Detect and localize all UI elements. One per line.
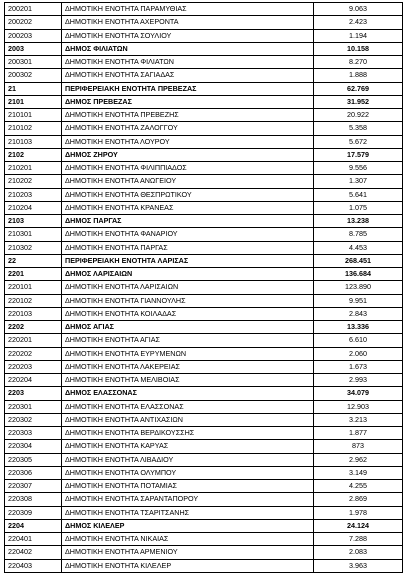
value-cell: 2.993 [314,374,403,387]
code-cell: 220307 [5,480,62,493]
name-cell: ΔΗΜΟΣ ΚΙΛΕΛΕΡ [62,519,314,532]
value-cell: 3.213 [314,413,403,426]
code-cell: 220304 [5,440,62,453]
code-cell: 220103 [5,307,62,320]
code-cell: 2201 [5,268,62,281]
code-cell: 220102 [5,294,62,307]
value-cell: 268.451 [314,254,403,267]
code-cell: 2204 [5,519,62,532]
name-cell: ΔΗΜΟΤΙΚΗ ΕΝΟΤΗΤΑ ΑΝΩΓΕΙΟΥ [62,175,314,188]
name-cell: ΔΗΜΟΤΙΚΗ ΕΝΟΤΗΤΑ ΠΟΤΑΜΙΑΣ [62,480,314,493]
code-cell: 210101 [5,109,62,122]
value-cell: 20.922 [314,109,403,122]
table-row [5,374,403,387]
value-cell: 12.903 [314,400,403,413]
name-cell: ΔΗΜΟΤΙΚΗ ΕΝΟΤΗΤΑ ΦΙΛΙΑΤΩΝ [62,56,314,69]
value-cell: 4.255 [314,480,403,493]
code-cell: 200203 [5,29,62,42]
name-cell: ΔΗΜΟΤΙΚΗ ΕΝΟΤΗΤΑ ΣΑΓΙΑΔΑΣ [62,69,314,82]
table-row [5,413,403,426]
value-cell: 2.869 [314,493,403,506]
table-row [5,56,403,69]
table-row-total [5,82,403,95]
table-row [5,506,403,519]
name-cell: ΔΗΜΟΤΙΚΗ ΕΝΟΤΗΤΑ ΚΙΛΕΛΕΡ [62,559,314,572]
name-cell: ΔΗΜΟΤΙΚΗ ΕΝΟΤΗΤΑ ΟΛΥΜΠΟΥ [62,466,314,479]
value-cell: 123.890 [314,281,403,294]
code-cell: 220403 [5,559,62,572]
table-row [5,188,403,201]
table-row-total [5,387,403,400]
value-cell: 2.060 [314,347,403,360]
code-cell: 210103 [5,135,62,148]
name-cell: ΠΕΡΙΦΕΡΕΙΑΚΗ ΕΝΟΤΗΤΑ ΠΡΕΒΕΖΑΣ [62,82,314,95]
value-cell: 3.963 [314,559,403,572]
name-cell: ΔΗΜΟΤΙΚΗ ΕΝΟΤΗΤΑ ΛΙΒΑΔΙΟΥ [62,453,314,466]
name-cell: ΔΗΜΟΤΙΚΗ ΕΝΟΤΗΤΑ ΑΧΕΡΟΝΤΑ [62,16,314,29]
table-row [5,427,403,440]
code-cell: 210204 [5,201,62,214]
value-cell: 2.843 [314,307,403,320]
table-row [5,3,403,16]
table-row-total [5,215,403,228]
name-cell: ΔΗΜΟΣ ΖΗΡΟΥ [62,148,314,161]
code-cell: 220202 [5,347,62,360]
value-cell: 8.270 [314,56,403,69]
value-cell: 5.641 [314,188,403,201]
name-cell: ΔΗΜΟΣ ΛΑΡΙΣΑΙΩΝ [62,268,314,281]
table-row [5,360,403,373]
value-cell: 17.579 [314,148,403,161]
table-row-total [5,148,403,161]
table-row [5,559,403,572]
name-cell: ΔΗΜΟΤΙΚΗ ΕΝΟΤΗΤΑ ΦΙΛΙΠΠΙΑΔΟΣ [62,162,314,175]
code-cell: 220203 [5,360,62,373]
value-cell: 6.610 [314,334,403,347]
code-cell: 2203 [5,387,62,400]
code-cell: 220401 [5,533,62,546]
table-row [5,16,403,29]
value-cell: 13.238 [314,215,403,228]
name-cell: ΔΗΜΟΣ ΦΙΛΙΑΤΩΝ [62,42,314,55]
code-cell: 220204 [5,374,62,387]
code-cell: 21 [5,82,62,95]
name-cell: ΔΗΜΟΤΙΚΗ ΕΝΟΤΗΤΑ ΚΟΙΛΑΔΑΣ [62,307,314,320]
code-cell: 2003 [5,42,62,55]
table-row [5,201,403,214]
table-row [5,307,403,320]
value-cell: 873 [314,440,403,453]
name-cell: ΔΗΜΟΤΙΚΗ ΕΝΟΤΗΤΑ ΕΛΑΣΣΟΝΑΣ [62,400,314,413]
value-cell: 5.358 [314,122,403,135]
name-cell: ΔΗΜΟΤΙΚΗ ΕΝΟΤΗΤΑ ΒΕΡΔΙΚΟΥΣΣΗΣ [62,427,314,440]
code-cell: 2202 [5,321,62,334]
code-cell: 22 [5,254,62,267]
table-row [5,162,403,175]
code-cell: 2103 [5,215,62,228]
table-row [5,281,403,294]
table-row-total [5,268,403,281]
value-cell: 9.556 [314,162,403,175]
value-cell: 7.288 [314,533,403,546]
name-cell: ΔΗΜΟΤΙΚΗ ΕΝΟΤΗΤΑ ΚΡΑΝΕΑΣ [62,201,314,214]
code-cell: 210201 [5,162,62,175]
name-cell: ΔΗΜΟΤΙΚΗ ΕΝΟΤΗΤΑ ΑΓΙΑΣ [62,334,314,347]
name-cell: ΔΗΜΟΤΙΚΗ ΕΝΟΤΗΤΑ ΠΡΕΒΕΖΗΣ [62,109,314,122]
name-cell: ΔΗΜΟΤΙΚΗ ΕΝΟΤΗΤΑ ΣΑΡΑΝΤΑΠΟΡΟΥ [62,493,314,506]
name-cell: ΔΗΜΟΤΙΚΗ ΕΝΟΤΗΤΑ ΤΣΑΡΙΤΣΑΝΗΣ [62,506,314,519]
code-cell: 220309 [5,506,62,519]
value-cell: 1.075 [314,201,403,214]
table-row [5,135,403,148]
table-row [5,546,403,559]
table-row [5,69,403,82]
code-cell: 200301 [5,56,62,69]
code-cell: 220306 [5,466,62,479]
value-cell: 62.769 [314,82,403,95]
table-row [5,241,403,254]
code-cell: 210202 [5,175,62,188]
code-cell: 200202 [5,16,62,29]
code-cell: 220305 [5,453,62,466]
value-cell: 1.194 [314,29,403,42]
code-cell: 200302 [5,69,62,82]
table-row [5,334,403,347]
name-cell: ΔΗΜΟΤΙΚΗ ΕΝΟΤΗΤΑ ΛΟΥΡΟΥ [62,135,314,148]
code-cell: 210203 [5,188,62,201]
code-cell: 220301 [5,400,62,413]
table-row [5,440,403,453]
name-cell: ΔΗΜΟΤΙΚΗ ΕΝΟΤΗΤΑ ΓΙΑΝΝΟΥΛΗΣ [62,294,314,307]
name-cell: ΔΗΜΟΤΙΚΗ ΕΝΟΤΗΤΑ ΠΑΡΓΑΣ [62,241,314,254]
document-page [4,2,402,573]
value-cell: 34.079 [314,387,403,400]
value-cell: 5.672 [314,135,403,148]
value-cell: 136.684 [314,268,403,281]
code-cell: 210301 [5,228,62,241]
value-cell: 3.149 [314,466,403,479]
table-row [5,480,403,493]
table-row [5,109,403,122]
name-cell: ΔΗΜΟΤΙΚΗ ΕΝΟΤΗΤΑ ΚΑΡΥΑΣ [62,440,314,453]
code-cell: 200201 [5,3,62,16]
name-cell: ΔΗΜΟΤΙΚΗ ΕΝΟΤΗΤΑ ΑΝΤΙΧΑΣΙΩΝ [62,413,314,426]
name-cell: ΔΗΜΟΤΙΚΗ ΕΝΟΤΗΤΑ ΝΙΚΑΙΑΣ [62,533,314,546]
table-row [5,493,403,506]
table-row [5,294,403,307]
table-row [5,29,403,42]
name-cell: ΔΗΜΟΤΙΚΗ ΕΝΟΤΗΤΑ ΦΑΝΑΡΙΟΥ [62,228,314,241]
table-row-total [5,42,403,55]
value-cell: 9.063 [314,3,403,16]
value-cell: 2.083 [314,546,403,559]
table-body [5,3,403,573]
table-row [5,228,403,241]
table-row [5,347,403,360]
name-cell: ΔΗΜΟΤΙΚΗ ΕΝΟΤΗΤΑ ΛΑΡΙΣΑΙΩΝ [62,281,314,294]
code-cell: 210102 [5,122,62,135]
code-cell: 220402 [5,546,62,559]
table-row [5,400,403,413]
value-cell: 1.673 [314,360,403,373]
code-cell: 2101 [5,95,62,108]
name-cell: ΔΗΜΟΤΙΚΗ ΕΝΟΤΗΤΑ ΕΥΡΥΜΕΝΩΝ [62,347,314,360]
value-cell: 8.785 [314,228,403,241]
table-row [5,466,403,479]
code-cell: 220101 [5,281,62,294]
value-cell: 1.307 [314,175,403,188]
name-cell: ΔΗΜΟΤΙΚΗ ΕΝΟΤΗΤΑ ΜΕΛΙΒΟΙΑΣ [62,374,314,387]
table-row [5,453,403,466]
name-cell: ΔΗΜΟΤΙΚΗ ΕΝΟΤΗΤΑ ΖΑΛΟΓΓΟΥ [62,122,314,135]
code-cell: 220303 [5,427,62,440]
value-cell: 2.962 [314,453,403,466]
code-cell: 220302 [5,413,62,426]
value-cell: 1.978 [314,506,403,519]
code-cell: 220308 [5,493,62,506]
value-cell: 1.877 [314,427,403,440]
population-table [4,2,403,573]
name-cell: ΔΗΜΟΤΙΚΗ ΕΝΟΤΗΤΑ ΠΑΡΑΜΥΘΙΑΣ [62,3,314,16]
name-cell: ΔΗΜΟΤΙΚΗ ΕΝΟΤΗΤΑ ΘΕΣΠΡΩΤΙΚΟΥ [62,188,314,201]
table-row-total [5,321,403,334]
table-row [5,533,403,546]
name-cell: ΔΗΜΟΤΙΚΗ ΕΝΟΤΗΤΑ ΛΑΚΕΡΕΙΑΣ [62,360,314,373]
name-cell: ΔΗΜΟΤΙΚΗ ΕΝΟΤΗΤΑ ΑΡΜΕΝΙΟΥ [62,546,314,559]
code-cell: 2102 [5,148,62,161]
code-cell: 220201 [5,334,62,347]
value-cell: 4.453 [314,241,403,254]
value-cell: 10.158 [314,42,403,55]
value-cell: 2.423 [314,16,403,29]
value-cell: 1.888 [314,69,403,82]
table-row-total [5,95,403,108]
value-cell: 31.952 [314,95,403,108]
table-row-total [5,254,403,267]
table-row-total [5,519,403,532]
value-cell: 24.124 [314,519,403,532]
name-cell: ΠΕΡΙΦΕΡΕΙΑΚΗ ΕΝΟΤΗΤΑ ΛΑΡΙΣΑΣ [62,254,314,267]
value-cell: 13.336 [314,321,403,334]
name-cell: ΔΗΜΟΣ ΕΛΑΣΣΟΝΑΣ [62,387,314,400]
value-cell: 9.951 [314,294,403,307]
code-cell: 210302 [5,241,62,254]
table-row [5,175,403,188]
name-cell: ΔΗΜΟΤΙΚΗ ΕΝΟΤΗΤΑ ΣΟΥΛΙΟΥ [62,29,314,42]
name-cell: ΔΗΜΟΣ ΑΓΙΑΣ [62,321,314,334]
name-cell: ΔΗΜΟΣ ΠΑΡΓΑΣ [62,215,314,228]
table-row [5,122,403,135]
name-cell: ΔΗΜΟΣ ΠΡΕΒΕΖΑΣ [62,95,314,108]
